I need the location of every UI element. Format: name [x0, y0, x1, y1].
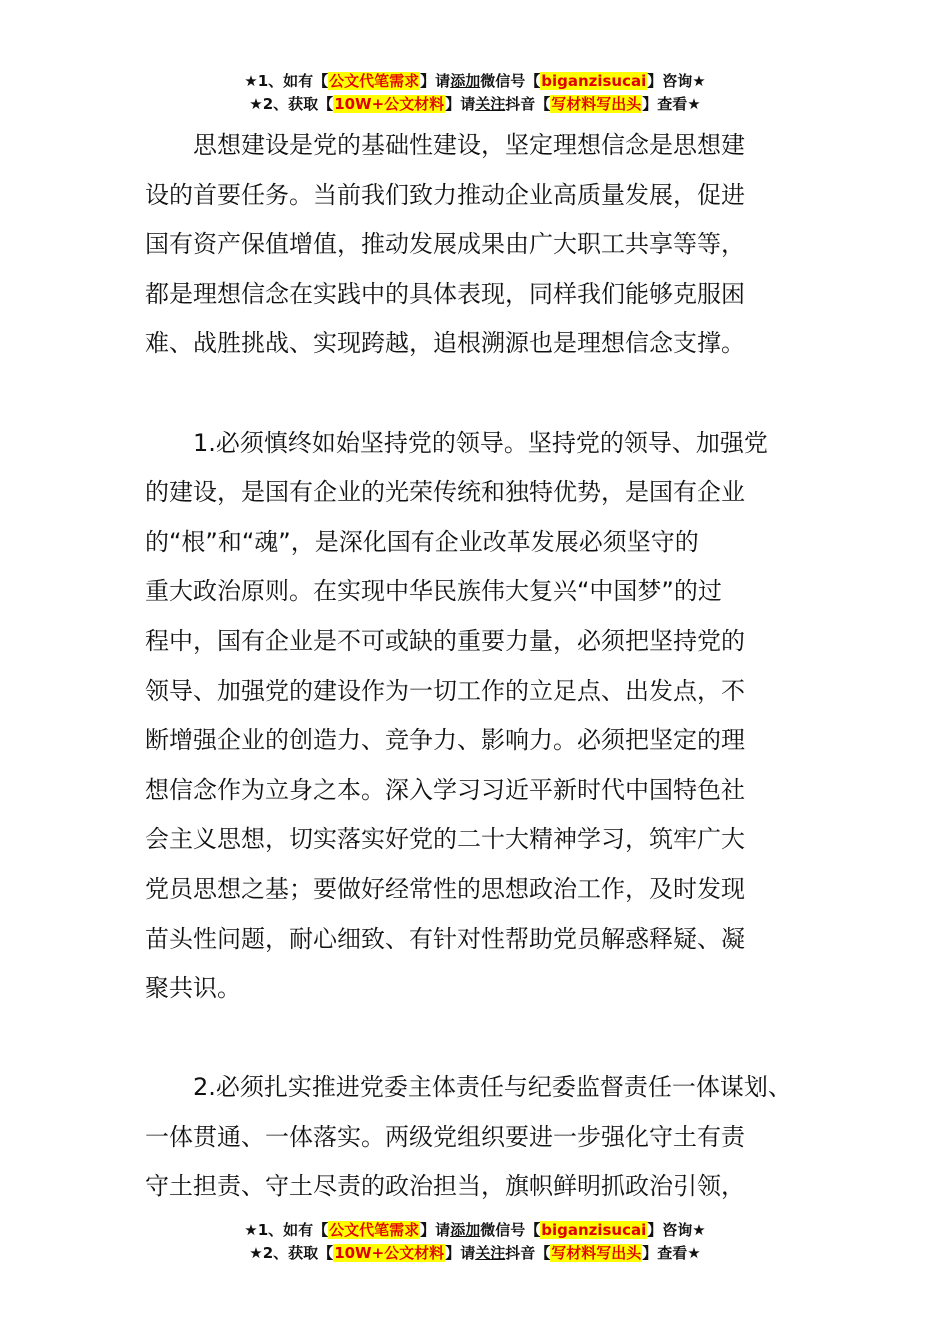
header-banner — [0, 70, 950, 116]
text-line: 2.必须扎实推进党委主体责任与纪委监督责任一体谋划、 — [193, 1073, 792, 1102]
text-line: 设的首要任务。当前我们致力推动企业高质量发展，促进 — [145, 180, 745, 209]
text-line: 苗头性问题，耐心细致、有针对性帮助党员解惑释疑、凝 — [145, 924, 745, 953]
text-line: 一体贯通、一体落实。两级党组织要进一步强化守土有责 — [145, 1122, 745, 1151]
banner-highlight: 公文代笔需求 — [329, 1221, 420, 1239]
text-line: 聚共识。 — [145, 974, 241, 1003]
text-line: 思想建设是党的基础性建设，坚定理想信念是思想建 — [193, 131, 745, 159]
banner-line-1: ★1、如有【公文代笔需求】请添加微信号【biganzisucai】咨询★ — [244, 72, 706, 90]
text-line: 会主义思想，切实落实好党的二十大精神学习，筑牢广大 — [145, 825, 745, 854]
banner-highlight: 10W+公文材料 — [334, 1244, 445, 1262]
paragraph-gap — [145, 1014, 820, 1064]
text-line: 的“根”和“魂”，是深化国有企业改革发展必须坚守的 — [145, 527, 699, 556]
banner-line-2: ★2、获取【10W+公文材料】请关注抖音【写材料写出头】查看★ — [249, 95, 701, 113]
banner-line-1: ★1、如有【公文代笔需求】请添加微信号【biganzisucai】咨询★ — [244, 1221, 706, 1239]
banner-highlight: 写材料写出头 — [551, 95, 642, 113]
text-line: 守土担责、守土尽责的政治担当，旗帜鲜明抓政治引领， — [145, 1172, 745, 1201]
text-line: 想信念作为立身之本。深入学习习近平新时代中国特色社 — [145, 775, 745, 804]
banner-highlight: 10W+公文材料 — [334, 95, 445, 113]
text-line: 领导、加强党的建设作为一切工作的立足点、出发点，不 — [145, 676, 745, 705]
text-line: 断增强企业的创造力、竞争力、影响力。必须把坚定的理 — [145, 726, 745, 755]
text-line: 难、战胜挑战、实现跨越，追根溯源也是理想信念支撑。 — [145, 329, 745, 358]
paragraph-1 — [145, 121, 820, 369]
banner-line-2: ★2、获取【10W+公文材料】请关注抖音【写材料写出头】查看★ — [249, 1244, 701, 1262]
text-line: 党员思想之基；要做好经常性的思想政治工作，及时发现 — [145, 874, 745, 903]
text-line: 国有资产保值增值，推动发展成果由广大职工共享等等， — [145, 230, 745, 259]
text-line: 1.必须慎终如始坚持党的领导。坚持党的领导、加强党 — [193, 428, 768, 457]
paragraph-2 — [145, 419, 820, 1014]
paragraph-3 — [145, 1063, 820, 1212]
banner-highlight: biganzisucai — [541, 1221, 647, 1239]
text-line: 的建设，是国有企业的光荣传统和独特优势，是国有企业 — [145, 478, 745, 507]
text-line: 程中，国有企业是不可或缺的重要力量，必须把坚持党的 — [145, 626, 745, 655]
text-line: 重大政治原则。在实现中华民族伟大复兴“中国梦”的过 — [145, 577, 722, 606]
document-body — [145, 121, 820, 1212]
banner-highlight: 写材料写出头 — [551, 1244, 642, 1262]
banner-highlight: biganzisucai — [541, 72, 647, 90]
footer-banner — [0, 1219, 950, 1265]
banner-highlight: 公文代笔需求 — [329, 72, 420, 90]
paragraph-gap — [145, 369, 820, 419]
text-line: 都是理想信念在实践中的具体表现，同样我们能够克服困 — [145, 279, 745, 308]
